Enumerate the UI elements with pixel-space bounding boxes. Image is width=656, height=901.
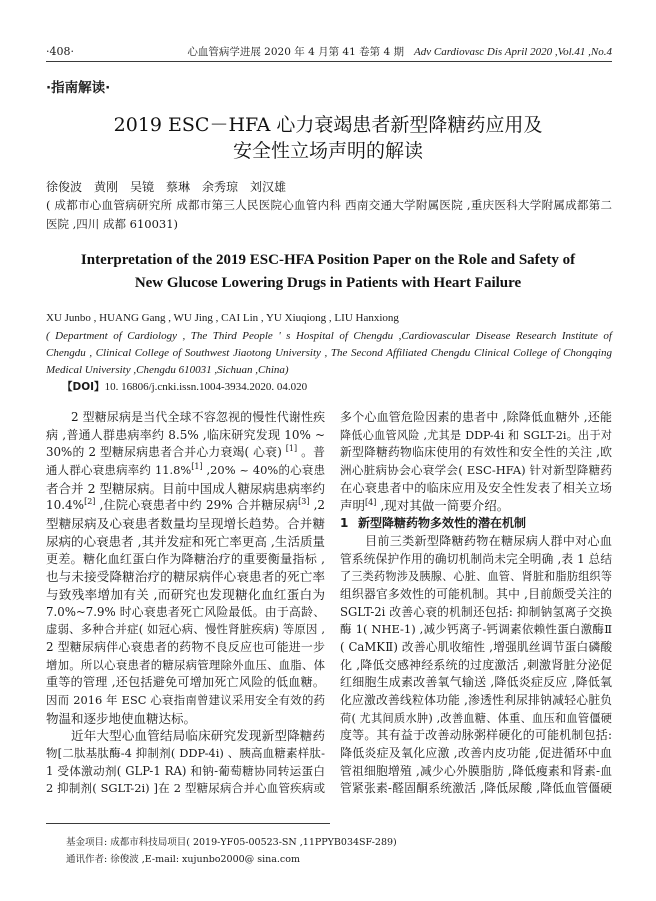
body-line: 物温和逐步地使血糖达标。 bbox=[46, 710, 197, 726]
body-line bbox=[46, 444, 325, 462]
affiliation-cn-line: 医院 ,四川 成都 610031) bbox=[46, 217, 179, 231]
section-title: 新型降糖药物多效性的潜在机制 bbox=[358, 516, 527, 531]
journal-name-en: Adv Cardiovasc Dis April 2020 ,Vol.41 ,No.4 bbox=[414, 46, 612, 58]
citation-ref: [3] bbox=[298, 497, 310, 507]
body-line: 管紧张素-醛固酮系统激活 ,降低尿酸 ,降低血管僵硬 bbox=[340, 781, 612, 796]
body-line: 管系统保护作用的确切机制尚未完全明确 ,表 1 总结 bbox=[340, 551, 612, 566]
authors-cn: 徐俊波 黄刚 吴镜 蔡琳 余秀琼 刘汉雄 bbox=[46, 180, 287, 194]
doi-label: 【DOI】 bbox=[62, 381, 105, 393]
body-line: 荷( 尤其间质水肿) ,改善血糖、体重、血压和血管僵硬 bbox=[340, 711, 612, 725]
left-column bbox=[46, 409, 325, 798]
body-line: 也与未接受降糖治疗的糖尿病伴心衰患者的死亡率 bbox=[46, 569, 325, 585]
body-line: 洲心脏病协会心衰学会( ESC-HFA) 针对新型降糖药 bbox=[340, 463, 612, 478]
body-line: 2 型糖尿病伴心衰患者的药物不良反应也可能进一步 bbox=[46, 639, 325, 654]
body-line: 多个心血管危险因素的患者中 ,除降低血糖外 ,还能 bbox=[340, 410, 612, 424]
title-en-line: Interpretation of the 2019 ESC-HFA Position Paper on the Role and Safety of bbox=[80, 252, 576, 268]
body-line: 度等。其有益于改善动脉粥样硬化的可能机制包括: bbox=[340, 728, 612, 743]
body-line: 更差。糖化血红蛋白作为降糖治疗的重要衡量指标 , bbox=[46, 551, 325, 566]
body-line: 新型降糖药物临床使用的有效性和安全性的关注 ,欧 bbox=[340, 445, 612, 460]
affiliation-en-line: ( Department of Cardiology , The Third People ' s Hospital of Chengdu ,Cardiovascular Disease Research Institute of bbox=[46, 330, 612, 342]
body-line: 化应激改善线粒体功能 ,渗透性利尿排钠减轻心脏负 bbox=[340, 693, 612, 707]
authors-en: XU Junbo , HUANG Gang , WU Jing , CAI Lin , YU Xiuqiong , LIU Hanxiong bbox=[46, 312, 399, 324]
body-line: 重等的管理 ,还包括避免可增加死亡风险的低血糖。 bbox=[46, 675, 325, 690]
citation-ref: [1] bbox=[285, 444, 298, 454]
body-line: 近年大型心血管结局临床研究发现新型降糖药 bbox=[71, 728, 325, 744]
body-line: 病 ,普通人群患病率约 8.5% ,临床研究发现 10% ~ bbox=[46, 427, 325, 442]
page-number: ·408· bbox=[46, 45, 74, 58]
header-rule bbox=[46, 61, 612, 62]
body-line: 1 受体激动剂( GLP-1 RA) 和钠-葡萄糖协同转运蛋白 bbox=[46, 763, 325, 778]
section-heading bbox=[340, 515, 612, 533]
body-line: 2 型糖尿病是当代全球不容忽视的慢性代谢性疾 bbox=[71, 410, 325, 424]
body-line: 因而 2016 年 ESC 心衰指南曾建议采用安全有效的药 bbox=[46, 693, 325, 707]
section-label: ·指南解读· bbox=[46, 80, 111, 96]
affiliation-en-line: Chengdu , Clinical College of Southwest Jiaotong University , The Second Affiliated Chengdu Clinical College of Chongqing bbox=[46, 347, 612, 359]
line-text: ,20% ~ 40%的心衰患 bbox=[202, 463, 325, 478]
citation-ref: [1] bbox=[191, 462, 203, 472]
line-text: 。普 bbox=[297, 445, 325, 460]
body-line: 组织器官多效性的可能机制。其中 ,目前颇受关注的 bbox=[340, 586, 612, 601]
body-line: 化 ,降低交感神经系统的过度激活 ,刺激肾脏分泌促 bbox=[340, 657, 612, 672]
title-cn-line: 安全性立场声明的解读 bbox=[232, 140, 423, 162]
body-line: 物[二肽基肽酶-4 抑制剂( DDP-4i) 、胰高血糖素样肽- bbox=[46, 746, 325, 761]
line-text: 30%的 2 型糖尿病患者合并心力衰竭( 心衰) bbox=[46, 445, 286, 460]
body-line: 者合并 2 型糖尿病。目前中国成人糖尿病患病率约 bbox=[46, 480, 325, 496]
body-line: 增加。所以心衰患者的糖尿病管理除外血压、血脂、体 bbox=[46, 657, 325, 672]
line-text: ,2 bbox=[309, 498, 326, 513]
body-line: 降低炎症及氧化应激 ,改善内皮功能 ,促进循环中血 bbox=[340, 746, 612, 761]
right-column bbox=[340, 409, 612, 798]
body-line: 尿病的心衰患者 ,其并发症和死亡率更高 ,生活质量 bbox=[46, 533, 325, 549]
line-text: 10.4% bbox=[46, 498, 85, 513]
body-line: 与致残率增加有关 ,而研究也发现糖化血红蛋白为 bbox=[46, 586, 325, 602]
body-line: 在心衰患者中的临床应用及安全性发表了相关立场 bbox=[340, 480, 612, 495]
body-line bbox=[46, 497, 325, 515]
body-line: 7.0%~7.9% 时心衰患者死亡风险最低。由于高龄、 bbox=[46, 604, 325, 619]
affiliation-cn-line: ( 成都市心血管病研究所 成都市第三人民医院心血管内科 西南交通大学附属医院 ,重庆医科大学附属成都第二 bbox=[46, 198, 612, 212]
title-en-line: New Glucose Lowering Drugs in Patients with Heart Failure bbox=[134, 275, 522, 291]
line-text: 通人群心衰患病率约 11.8% bbox=[46, 463, 192, 478]
body-line bbox=[46, 462, 325, 480]
citation-ref: [4] bbox=[365, 498, 377, 508]
body-line: 了三类药物涉及胰腺、心脏、血管、肾脏和脂肪组织等 bbox=[340, 570, 612, 584]
body-line: 2 抑制剂( SGLT-2i) ]在 2 型糖尿病合并心血管疾病或 bbox=[46, 781, 325, 796]
body-line: 虚弱、多种合并症( 如冠心病、慢性肾脏疾病) 等原因 , bbox=[46, 622, 325, 637]
body-line: 酶 1( NHE-1) ,减少钙离子-钙调素依赖性蛋白激酶Ⅱ bbox=[340, 622, 612, 637]
funding-note: 基金项目: 成都市科技局项目( 2019-YF05-00523-SN ,11PPYB034SF-289) bbox=[66, 837, 397, 848]
body-line: 降低心血管风险 ,尤其是 DDP-4i 和 SGLT-2i。出于对 bbox=[340, 428, 612, 442]
doi-value: 10. 16806/j.cnki.issn.1004-3934.2020. 04.020 bbox=[104, 381, 308, 393]
body-line bbox=[340, 497, 612, 515]
affiliation-en-line: Medical University ,Chengdu 610031 ,Sichuan ,China) bbox=[46, 364, 289, 376]
citation-ref: [2] bbox=[84, 497, 96, 507]
body-line: SGLT-2i 改善心衰的机制还包括: 抑制钠氢离子交换 bbox=[340, 604, 612, 619]
body-line: 红细胞生成素改善氧气输送 ,降低炎症反应 ,降低氧 bbox=[340, 675, 612, 690]
doi bbox=[62, 379, 612, 395]
body-line: 管祖细胞增殖 ,减少心外膜脂肪 ,降低瘦素和肾素-血 bbox=[340, 763, 612, 778]
title-cn-line: 2019 ESC－HFA 心力衰竭患者新型降糖药应用及 bbox=[113, 114, 543, 136]
running-header bbox=[180, 44, 612, 60]
section-number: 1 bbox=[340, 516, 349, 531]
line-text: ,现对其做一简要介绍。 bbox=[376, 498, 510, 514]
journal-name-cn: 心血管病学进展 2020 年 4 月第 41 卷第 4 期 bbox=[187, 46, 404, 58]
line-text: ,住院心衰患者中约 29% 合并糖尿病 bbox=[95, 498, 299, 513]
footnote-rule bbox=[46, 823, 330, 824]
correspondence-note: 通讯作者: 徐俊波 ,E-mail: xujunbo2000@ sina.com bbox=[66, 854, 300, 865]
line-text: 声明 bbox=[340, 498, 366, 514]
body-line: 型糖尿病及心衰患者数量均呈现增长趋势。合并糖 bbox=[46, 516, 325, 532]
body-line: ( CaMKⅡ) 改善心肌收缩性 ,增强肌丝调节蛋白磷酸 bbox=[340, 639, 612, 654]
body-line: 目前三类新型降糖药物在糖尿病人群中对心血 bbox=[365, 533, 612, 548]
